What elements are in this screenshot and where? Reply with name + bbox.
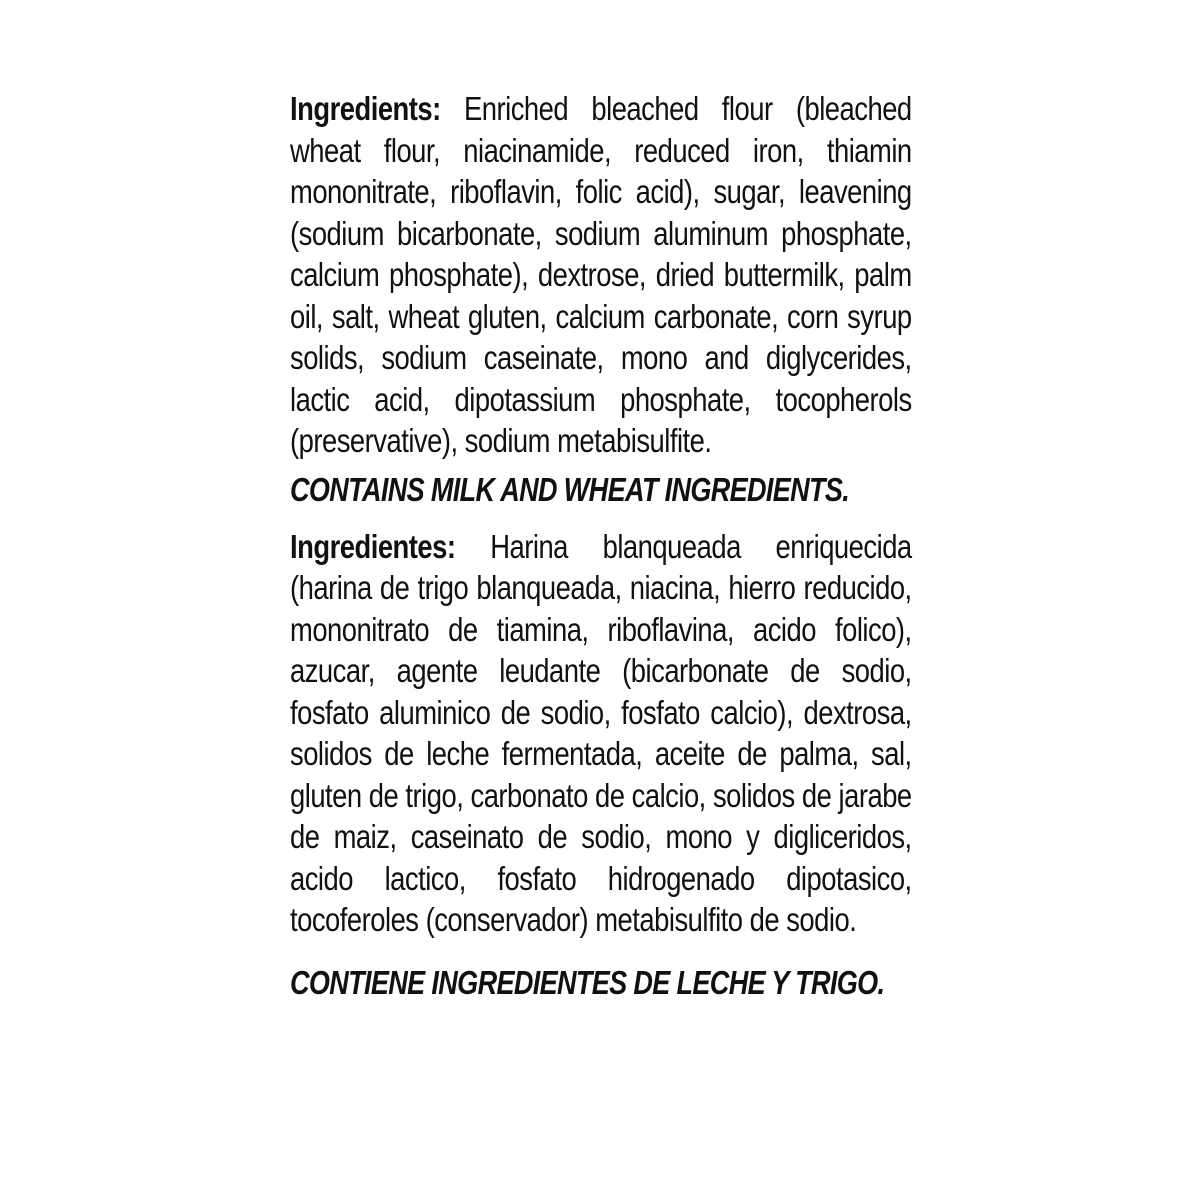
english-ingredients-text: Enriched bleached flour (bleached wheat flour, niacinamide, reduced iron, thiamin mononitrate, riboflavin, folic acid), sugar, leavening (sodium bicarbonate, sodium aluminum phosphate, calcium phosphate), dextrose, dried buttermilk, palm oil, salt, wheat gluten, calcium carbonate, corn syrup solids, sodium caseinate, mono and diglycerides, lactic acid, dipotassium phosphate, tocopherols (preservative), sodium metabisulfite. <box>290 90 912 459</box>
ingredients-panel <box>290 88 912 1003</box>
spanish-ingredients-text: Harina blanqueada enriquecida (harina de trigo blanqueada, niacina, hierro reducido, mononitrato de tiamina, riboflavina, acido folico), azucar, agente leudante (bicarbonate de sodio, fosfato aluminico de sodio, fosfato calcio), dextrosa, solidos de leche fermentada, aceite de palma, sal, gluten de trigo, carbonato de calcio, solidos de jarabe de maiz, caseinato de sodio, mono y digliceridos, acido lactico, fosfato hidrogenado dipotasico, tocoferoles (conservador) metabisulfito de sodio. <box>290 527 912 938</box>
english-ingredients-paragraph <box>290 88 912 462</box>
spanish-allergen-statement: CONTIENE INGREDIENTES DE LECHE Y TRIGO. <box>290 963 885 1001</box>
english-ingredients-heading: Ingredients: <box>290 90 441 127</box>
spanish-ingredients-block <box>290 526 912 941</box>
spanish-ingredients-paragraph <box>290 526 912 941</box>
spanish-ingredients-heading: Ingredientes: <box>290 527 456 565</box>
english-allergen-statement: CONTAINS MILK AND WHEAT INGREDIENTS. <box>290 470 850 508</box>
english-ingredients-block <box>290 88 912 462</box>
